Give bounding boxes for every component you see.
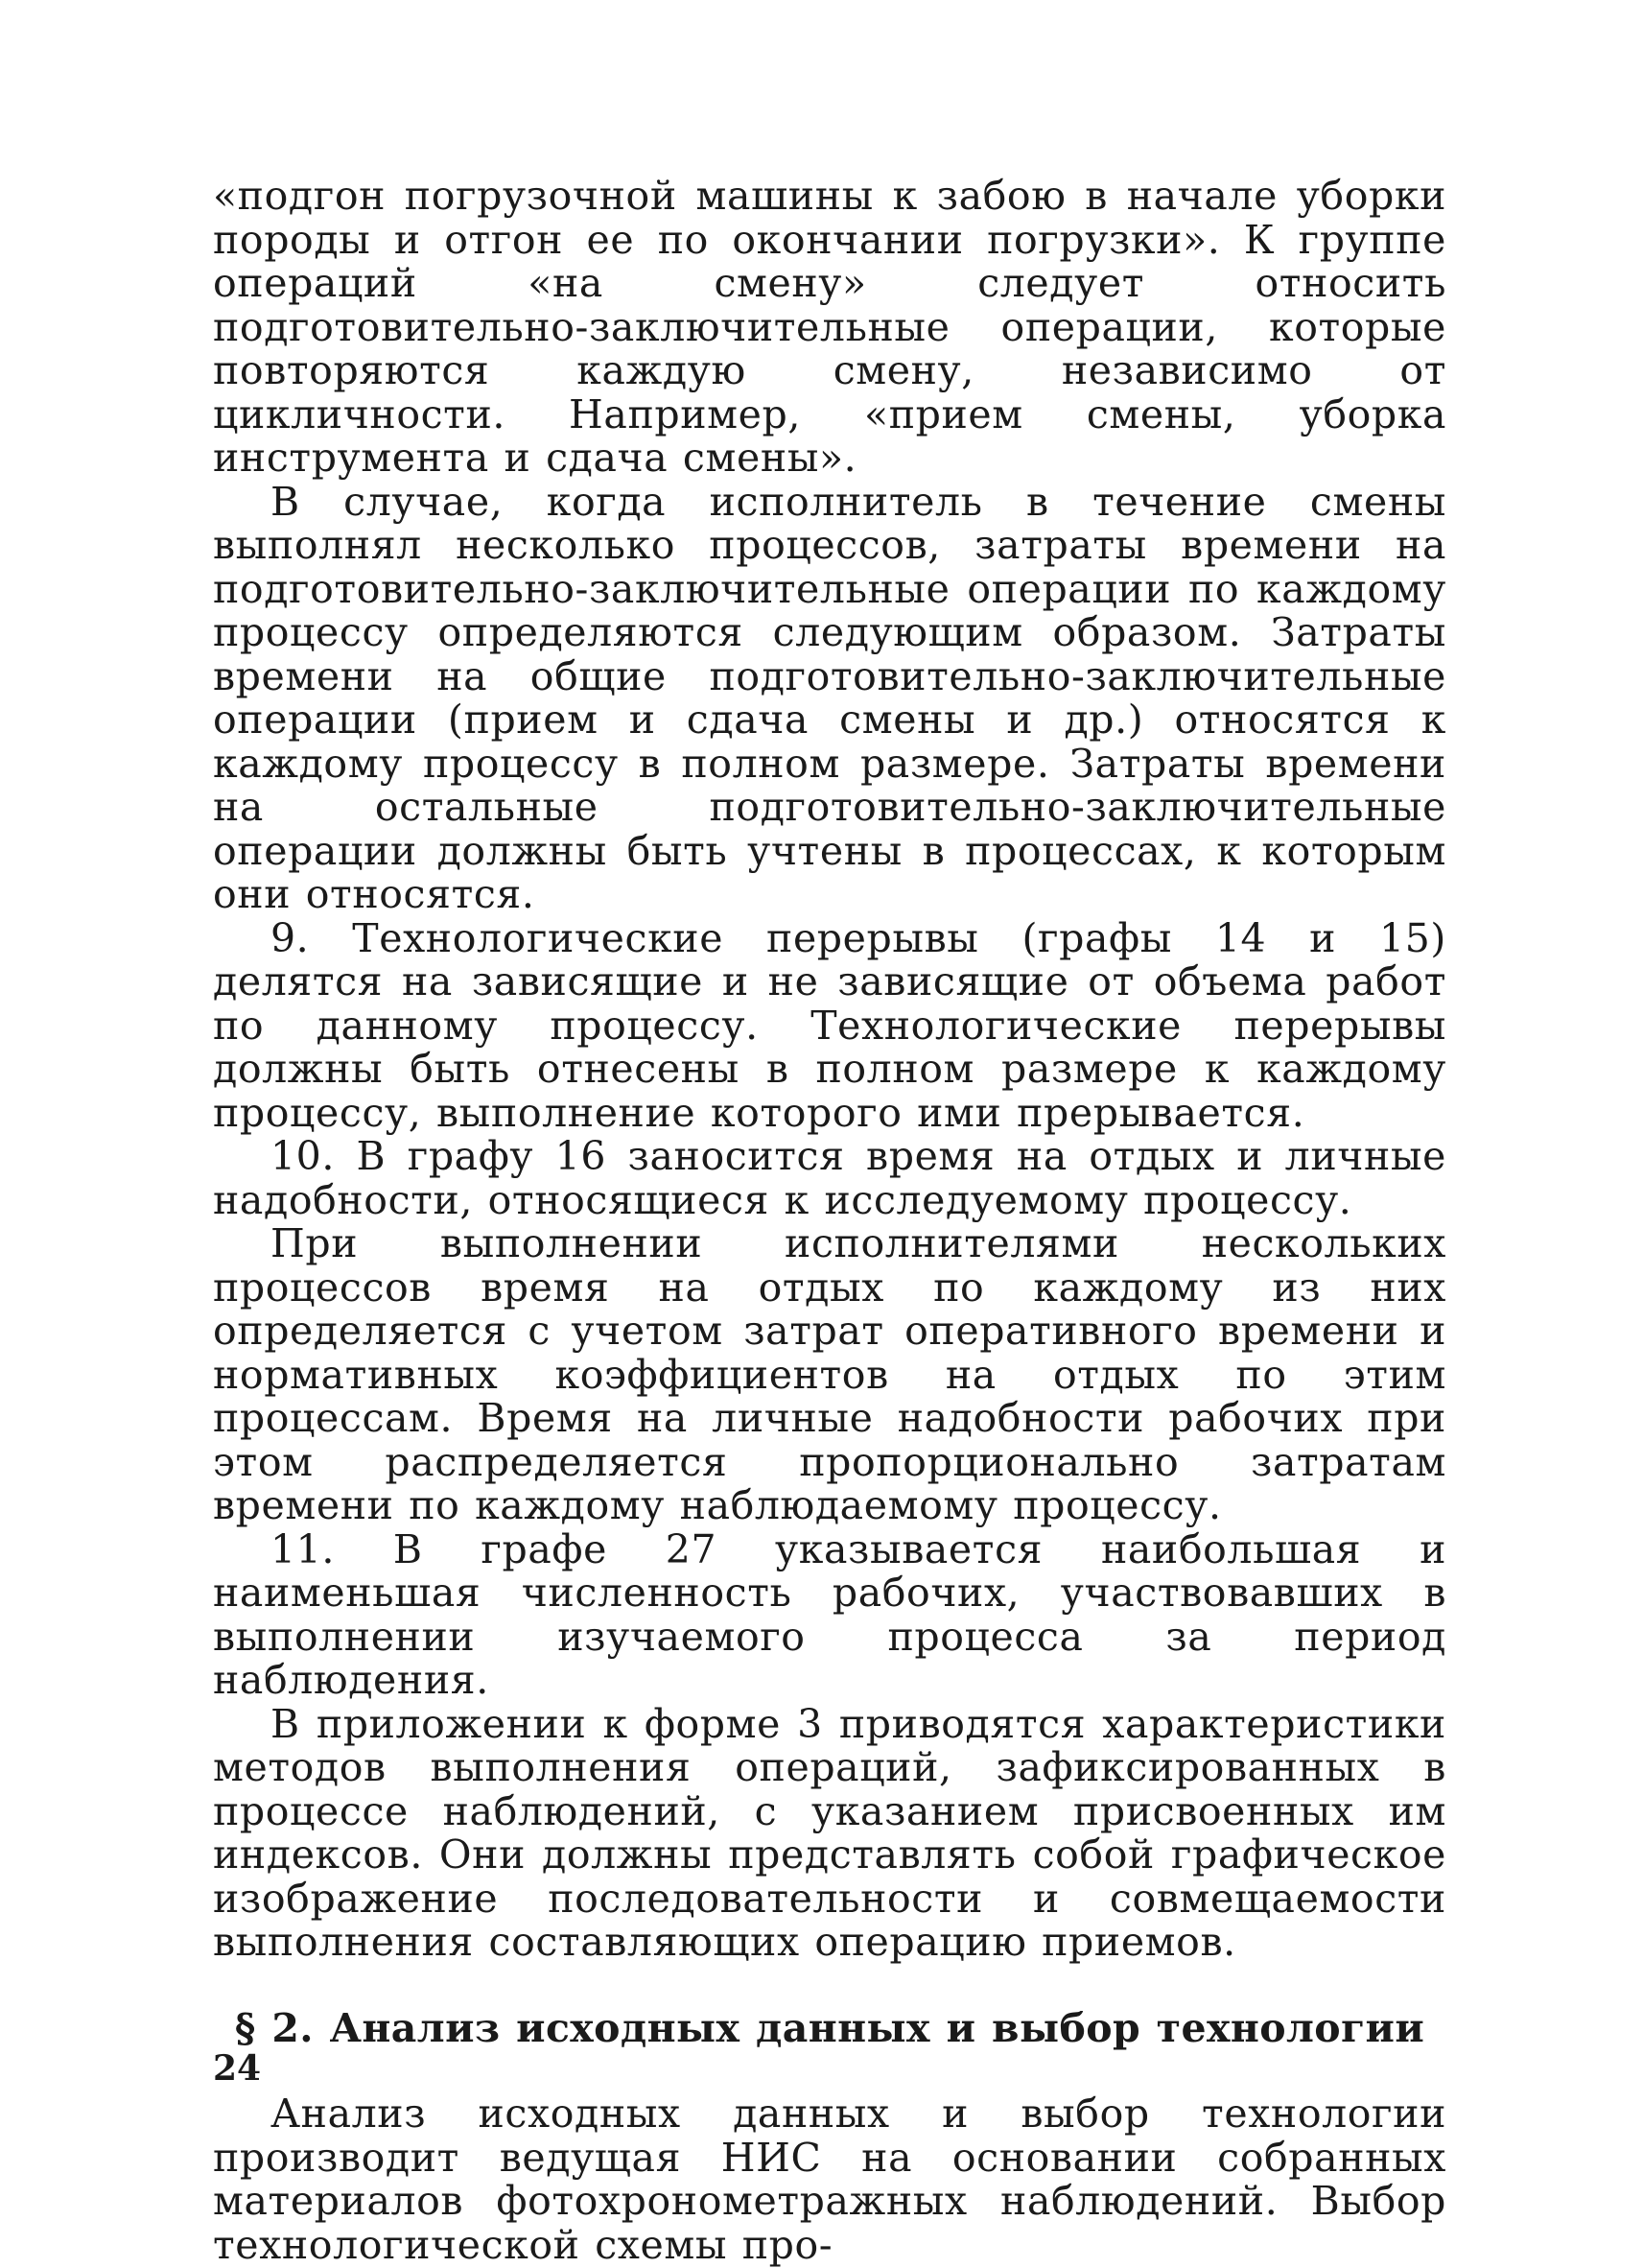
paragraph-multiple-processes: В случае, когда исполнитель в течение смены выполнял несколько процессов, затраты времени на подготовительно-заключительные операции по каждому процессу определяются следующим образом. Затраты времени на общие подготовительно-заключительные операции (прием и сдача смены и др.) относятся к каждому процессу в полном размере. Затраты времени на остальные подготовительно-заключительные операции должны быть учтены в процессах, к которым они относятся. xyxy=(213,478,1446,917)
paragraph-item-10: 10. В графу 16 заносится время на отдых и личные надобности, относящиеся к исследуемому процессу. xyxy=(213,1133,1446,1223)
paragraph-item-11: 11. В графе 27 указывается наибольшая и наименьшая численность рабочих, участвовавших в выполнении изучаемого процесса за период наблюдения. xyxy=(213,1525,1446,1703)
paragraph-analysis: Анализ исходных данных и выбор технологии производит ведущая НИС на основании собранных материалов фотохронометражных наблюдений. Выбор технологической схемы про- xyxy=(213,2091,1446,2268)
body-text xyxy=(213,175,1446,2267)
section-heading: § 2. Анализ исходных данных и выбор технологии xyxy=(234,2004,1425,2051)
paragraph-rest-time: При выполнении исполнителями нескольких процессов время на отдых по каждому из них определяется с учетом затрат оперативного времени и нормативных коэффициентов на отдых по этим процессам. Время на личные надобности рабочих при этом распределяется пропорционально затратам времени по каждому наблюдаемому процессу. xyxy=(213,1220,1446,1528)
paragraph-appendix: В приложении к форме 3 приводятся характеристики методов выполнения операций, зафиксированных в процессе наблюдений, с указанием присвоенных им индексов. Они должны представлять собой графическое изображение последовательности и совмещаемости выполнения составляющих операцию приемов. xyxy=(213,1700,1446,1965)
page-number: 24 xyxy=(213,2048,262,2089)
paragraph-item-9: 9. Технологические перерывы (графы 14 и 15) делятся на зависящие и не зависящие от объема работ по данному процессу. Технологические перерывы должны быть отнесены в полном размере к каждому процессу, выполнение которого ими прерывается. xyxy=(213,914,1446,1136)
paragraph-continuation: «подгон погрузочной машины к забою в начале уборки породы и отгон ее по окончании погрузки». К группе операций «на смену» следует относить подготовительно-заключительные операции, которые повторяются каждую смену, независимо от цикличности. Например, «прием смены, уборка инструмента и сдача смены». xyxy=(213,173,1446,481)
